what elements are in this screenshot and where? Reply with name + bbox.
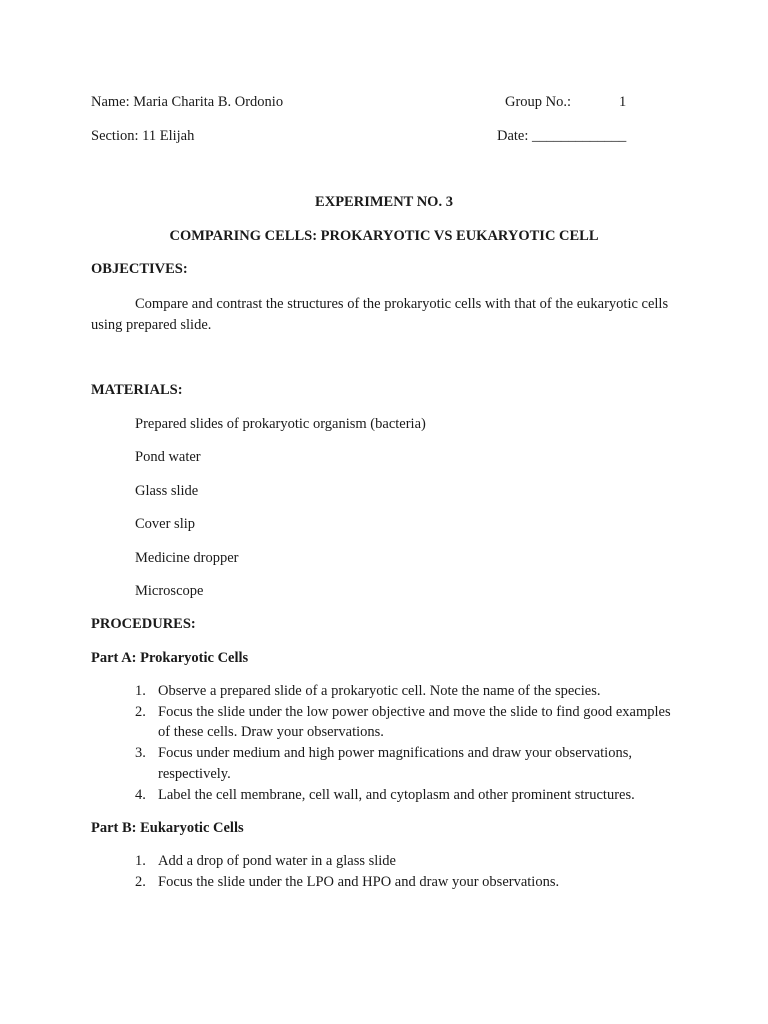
step-number: 1. bbox=[135, 853, 146, 869]
date-field: Date: _____________ bbox=[497, 128, 627, 144]
part-b-heading: Part B: Eukaryotic Cells bbox=[91, 820, 244, 836]
procedures-heading: PROCEDURES: bbox=[91, 616, 196, 632]
objectives-heading: OBJECTIVES: bbox=[91, 261, 188, 277]
section-label: Section: 11 Elijah bbox=[91, 128, 195, 144]
list-item bbox=[135, 851, 675, 872]
list-item bbox=[135, 785, 675, 806]
group-number-value: 1 bbox=[619, 94, 627, 110]
step-number: 3. bbox=[135, 745, 146, 762]
materials-list bbox=[135, 416, 426, 616]
material-item: Glass slide bbox=[135, 482, 199, 499]
objectives-text: Compare and contrast the structures of the prokaryotic cells with that of the eukaryotic cells using prepared slide. bbox=[91, 296, 669, 333]
step-number: 2. bbox=[135, 873, 146, 890]
part-a-heading: Part A: Prokaryotic Cells bbox=[91, 650, 249, 666]
material-item: Microscope bbox=[135, 582, 204, 599]
step-text: Label the cell membrane, cell wall, and cytoplasm and other prominent structures. bbox=[158, 786, 635, 803]
step-number: 1. bbox=[135, 683, 146, 699]
experiment-subtitle: COMPARING CELLS: PROKARYOTIC VS EUKARYOTIC CELL bbox=[169, 228, 599, 244]
list-item bbox=[135, 681, 675, 702]
materials-heading: MATERIALS: bbox=[91, 382, 183, 398]
list-item bbox=[135, 702, 675, 743]
experiment-title: EXPERIMENT NO. 3 bbox=[315, 194, 453, 210]
step-number: 2. bbox=[135, 703, 146, 720]
group-number-label: Group No.: bbox=[505, 94, 572, 110]
step-text: Focus the slide under the low power objective and move the slide to find good examples of these cells. Draw your observations. bbox=[158, 703, 671, 741]
list-item bbox=[135, 872, 675, 893]
material-item: Medicine dropper bbox=[135, 549, 239, 566]
list-item bbox=[135, 743, 675, 784]
part-b-steps bbox=[135, 851, 675, 892]
step-text: Observe a prepared slide of a prokaryotic cell. Note the name of the species. bbox=[158, 683, 601, 699]
step-text: Focus the slide under the LPO and HPO and draw your observations. bbox=[158, 873, 560, 890]
material-item: Prepared slides of prokaryotic organism (bacteria) bbox=[135, 416, 426, 432]
material-item: Pond water bbox=[135, 449, 201, 466]
student-name: Name: Maria Charita B. Ordonio bbox=[91, 94, 284, 110]
step-text: Add a drop of pond water in a glass slide bbox=[158, 853, 396, 869]
step-text: Focus under medium and high power magnifications and draw your observations, respectively. bbox=[158, 745, 632, 782]
step-number: 4. bbox=[135, 786, 146, 803]
part-a-steps bbox=[135, 681, 675, 805]
material-item: Cover slip bbox=[135, 516, 196, 533]
